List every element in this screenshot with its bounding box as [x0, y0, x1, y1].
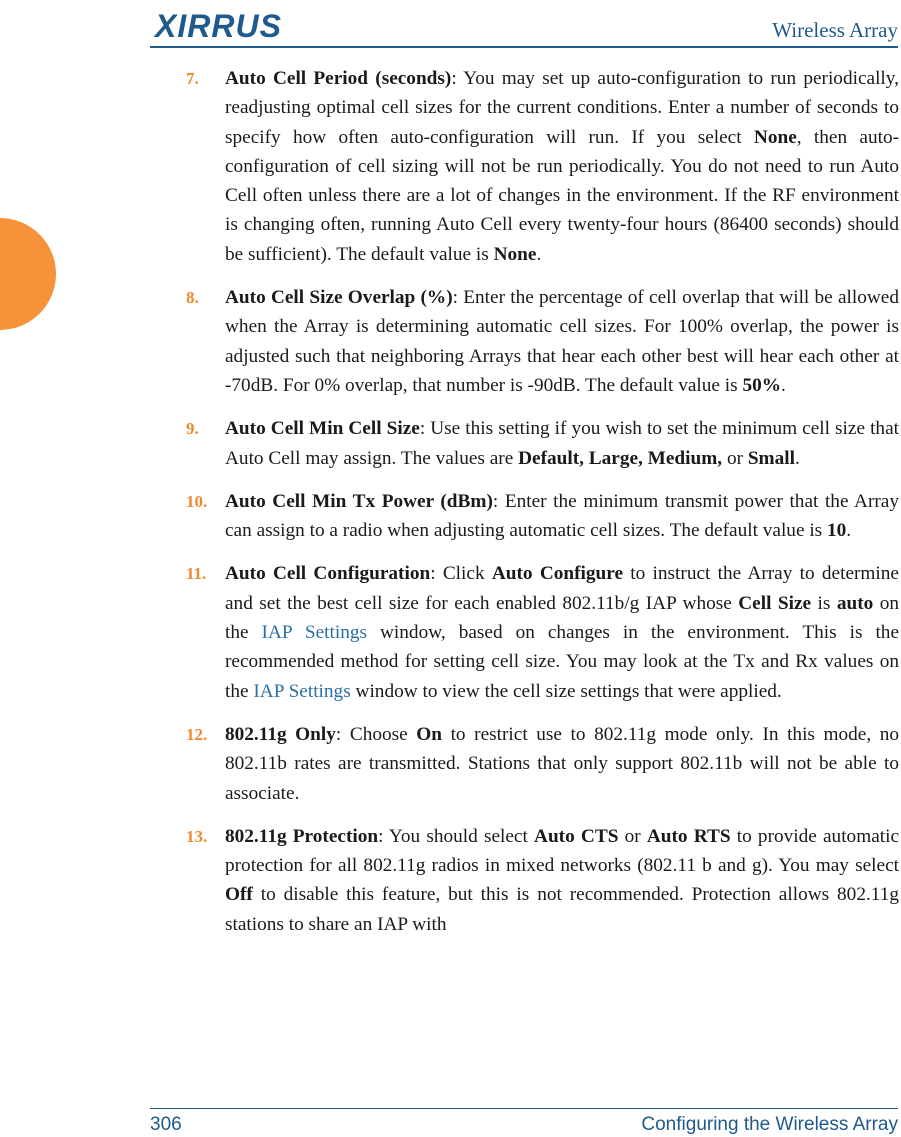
body-text: window, based on changes in the environment. This is the recommended method for setting cell size. You may look at the Tx and Rx values on the: [225, 622, 899, 702]
body-text: , then auto-configuration of cell sizing will not be run periodically. You do not need to run Auto Cell often unless there are a lot of changes in the environment. If the RF environment is changing often, running Auto Cell every twenty-four hours (86400 seconds) should be sufficient). The default value is: [225, 126, 900, 265]
chapter-tab: [0, 218, 56, 330]
step-text: [225, 64, 899, 269]
step-number: 9.: [186, 419, 199, 439]
step-text: [225, 720, 899, 808]
step-number: 8.: [186, 288, 199, 308]
bold-term: Auto CTS: [534, 825, 619, 847]
body-text: to disable this feature, but this is not recommended. Protection allows 802.11g stations to share an IAP with: [225, 884, 899, 935]
bold-term: Auto Cell Min Cell Size: [225, 418, 420, 440]
bold-term: Auto RTS: [646, 825, 731, 847]
header-title: Wireless Array: [772, 18, 898, 42]
body-text: .: [536, 243, 542, 265]
body-text: .: [781, 374, 786, 396]
body-text: or: [618, 825, 647, 847]
step-item: [186, 283, 899, 400]
step-list: [186, 64, 899, 953]
step-text: [225, 487, 899, 546]
footer-rule: [150, 1108, 898, 1109]
step-item: [186, 559, 899, 705]
xirrus-logo: [153, 6, 305, 42]
bold-term: Auto Cell Configuration: [225, 563, 431, 585]
step-text: [225, 414, 899, 473]
body-text: : Enter the minimum transmit power that the Array can assign to a radio when adjusting automatic cell sizes. The default value is: [225, 490, 899, 542]
bold-term: 802.11g Protection: [225, 825, 379, 847]
body-text: : You may set up auto-configuration to run periodically, readjusting optimal cell sizes for the current conditions. Enter a number of seconds to specify how often auto-configuration will run. If you select: [225, 68, 899, 148]
bold-term: 50%: [742, 374, 782, 396]
body-text: .: [794, 447, 800, 469]
bold-term: Auto Configure: [491, 563, 624, 585]
bold-term: None: [753, 126, 797, 148]
step-number: 13.: [186, 826, 208, 846]
body-text: : You should select: [378, 825, 535, 847]
body-text: .: [846, 520, 852, 542]
step-text: [225, 822, 899, 939]
step-item: [186, 822, 899, 939]
body-text: to instruct the Array to determine and set the best cell size for each enabled 802.11b/g IAP whose: [225, 563, 899, 614]
step-number: 12.: [186, 724, 208, 744]
bold-term: Auto Cell Size Overlap (%): [225, 287, 453, 309]
bold-term: Auto Cell Min Tx Power (dBm): [225, 490, 493, 512]
body-text: to restrict use to 802.11g mode only. In this mode, no 802.11b rates are transmitted. Stations that only support 802.11b will not be able to associate.: [225, 723, 900, 804]
body-text: window to view the cell size settings that were applied.: [350, 680, 782, 702]
bold-term: Auto Cell Period (seconds): [225, 68, 452, 89]
bold-term: 802.11g Only: [225, 723, 336, 745]
bold-term: None: [493, 243, 537, 265]
body-text: : Click: [430, 563, 492, 585]
body-text: to provide automatic protection for all 802.11g radios in mixed networks (802.11 b and g). You may select: [225, 825, 900, 877]
step-number: 7.: [186, 69, 199, 88]
bold-term: Off: [225, 884, 253, 906]
body-text: : Choose: [335, 723, 417, 745]
bold-term: 10: [827, 520, 847, 542]
iap-settings-link[interactable]: IAP Settings: [253, 680, 351, 702]
body-text: : Enter the percentage of cell overlap that will be allowed when the Array is determining automatic cell sizes. For 100% overlap, the power is adjusted such that neighboring Arrays that hear each other best will hear each other at -70dB. For 0% overlap, that number is -90dB. The default value is: [225, 287, 899, 396]
page-number: 306: [150, 1114, 182, 1135]
bold-term: auto: [836, 592, 874, 614]
step-item: [186, 720, 899, 808]
body-text: : Use this setting if you wish to set the minimum cell size that Auto Cell may assign. The values are: [225, 418, 899, 469]
step-number: 10.: [186, 491, 208, 511]
header-rule: [150, 46, 898, 48]
footer-title: Configuring the Wireless Array: [641, 1114, 898, 1135]
step-text: [225, 559, 899, 705]
svg-text:XIRRUS: XIRRUS: [155, 8, 282, 42]
bold-term: On: [416, 723, 442, 745]
step-item: [186, 487, 899, 546]
step-item: [186, 64, 899, 269]
bold-term: Small: [747, 447, 795, 469]
body-text: or: [722, 447, 748, 469]
body-text: is: [811, 592, 837, 614]
iap-settings-link[interactable]: IAP Settings: [261, 622, 368, 644]
step-item: [186, 414, 899, 473]
step-number: 11.: [186, 564, 207, 584]
bold-term: Default, Large, Medium,: [518, 447, 723, 469]
bold-term: Cell Size: [738, 592, 812, 614]
body-text: on the: [225, 592, 899, 644]
step-text: [225, 283, 899, 400]
